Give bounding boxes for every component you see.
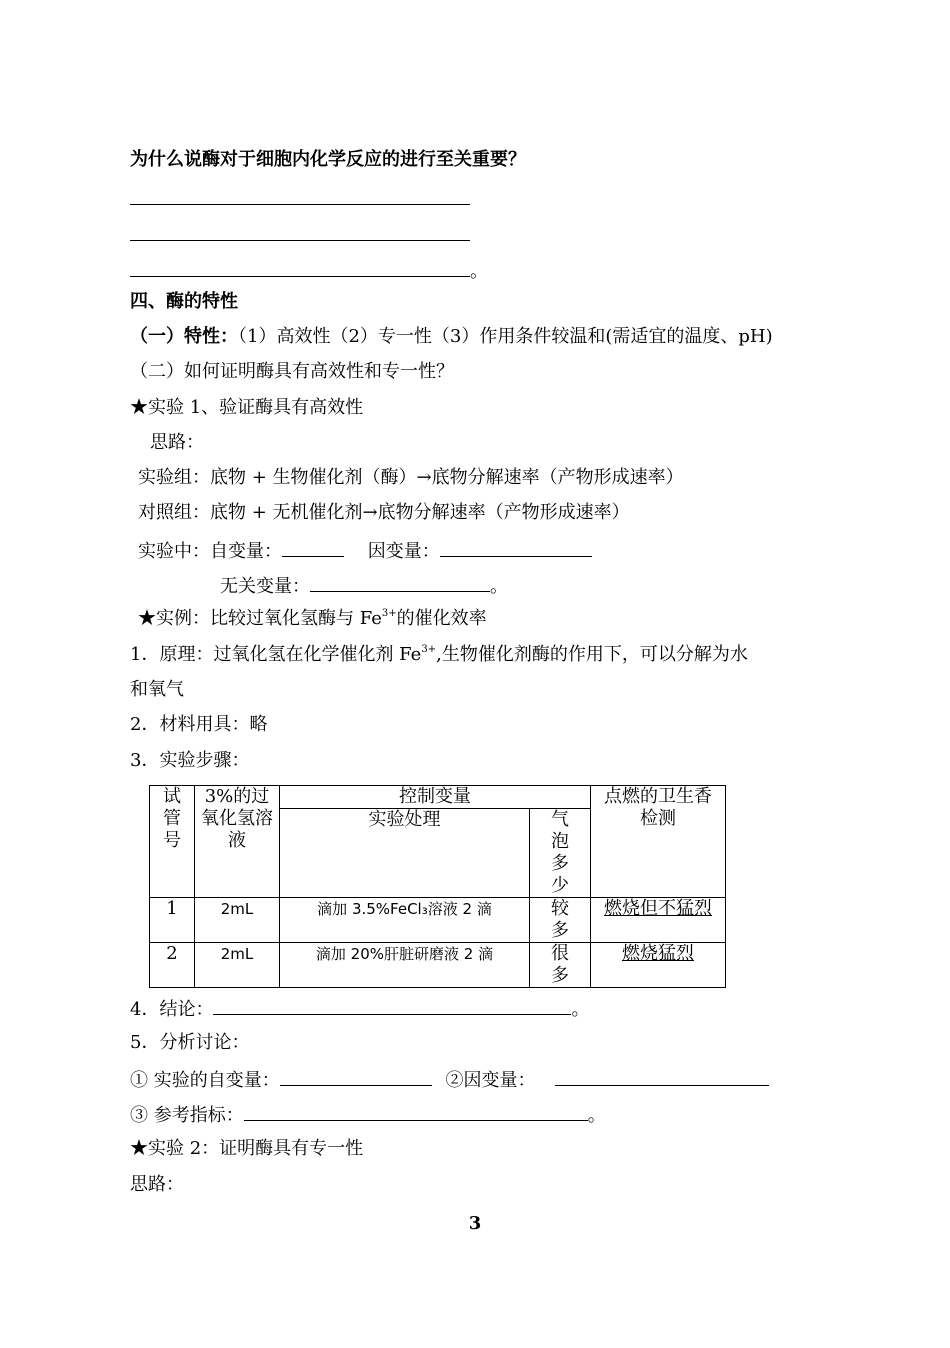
volume: 2mL [195,943,280,988]
page-number: 3 [468,1213,482,1234]
incense-result: 燃烧但不猛烈 [591,898,726,943]
header-bubbles: 气泡多少 [530,809,591,898]
header-h2o2: 3%的过氧化氢溶液 [195,786,280,898]
traits-text: （1）高效性（2）专一性（3）作用条件较温和(需适宜的温度、pH) [238,326,773,347]
answer-line-2[interactable] [130,222,470,248]
materials-line: 2．材料用具：略 [130,714,268,735]
experiment-table [149,785,726,988]
answer-line-3[interactable]: 。 [130,258,488,284]
discussion-vars-line: ① 实验的自变量： ②因变量： [130,1067,769,1093]
volume: 2mL [195,898,280,943]
question-heading: 为什么说酶对于细胞内化学反应的进行至关重要？ [130,149,526,170]
principle-line: 1．原理：过氧化氢在化学催化剂 $Fe^{3+}$,生物催化剂酶的作用下，可以分解为水 [130,644,748,665]
answer-line-1[interactable] [130,186,470,212]
table-row [150,898,726,943]
traits-line [130,325,773,349]
tube-number: 2 [150,943,195,988]
variables-line: 实验中：自变量： 因变量： [138,538,592,564]
experiment-1-title: ★实验 1、验证酶具有高效性 [130,397,364,418]
bubbles: 较多 [530,898,591,943]
steps-line: 3．实验步骤： [130,750,250,771]
disc-dep-blank[interactable] [555,1067,769,1086]
traits-label: （一）特性： [130,326,238,347]
bubbles: 很多 [530,943,591,988]
indep-var-blank[interactable] [282,538,344,557]
control-group: 对照组：底物 + 无机催化剂→底物分解速率（产物形成速率） [138,502,630,523]
principle-continued: 和氧气 [130,679,184,700]
header-control-variable: 控制变量 [280,786,591,809]
header-treatment: 实验处理 [280,809,530,898]
treatment: 滴加 3.5%FeCl₃溶液 2 滴 [280,898,530,943]
incense-result: 燃烧猛烈 [591,943,726,988]
header-tube: 试管号 [150,786,195,898]
experimental-group: 实验组：底物 + 生物催化剂（酶）→底物分解速率（产物形成速率） [138,467,684,488]
disc-indep-blank[interactable] [280,1067,432,1086]
idea-2-label: 思路： [130,1174,184,1195]
irrelevant-var-line: 无关变量： 。 [220,573,508,599]
example-line: ★实例：比较过氧化氢酶与 $Fe^{3+}$的催化效率 [138,608,487,629]
table-row [150,943,726,988]
header-incense: 点燃的卫生香检测 [591,786,726,898]
reference-index-line: ③ 参考指标： 。 [130,1102,606,1128]
tube-number: 1 [150,898,195,943]
discussion-label: 5．分析讨论： [130,1032,250,1053]
experiment-2-title: ★实验 2：证明酶具有专一性 [130,1138,364,1159]
dep-var-blank[interactable] [440,538,592,557]
irrelevant-var-blank[interactable] [310,573,490,592]
reference-index-blank[interactable] [244,1102,588,1121]
conclusion-line: 4．结论： 。 [130,996,589,1022]
idea-label: 思路： [150,432,204,453]
treatment: 滴加 20%肝脏研磨液 2 滴 [280,943,530,988]
section-title: 四、酶的特性 [130,291,238,312]
conclusion-blank[interactable] [213,996,571,1015]
question-2: （二）如何证明酶具有高效性和专一性？ [130,361,454,382]
